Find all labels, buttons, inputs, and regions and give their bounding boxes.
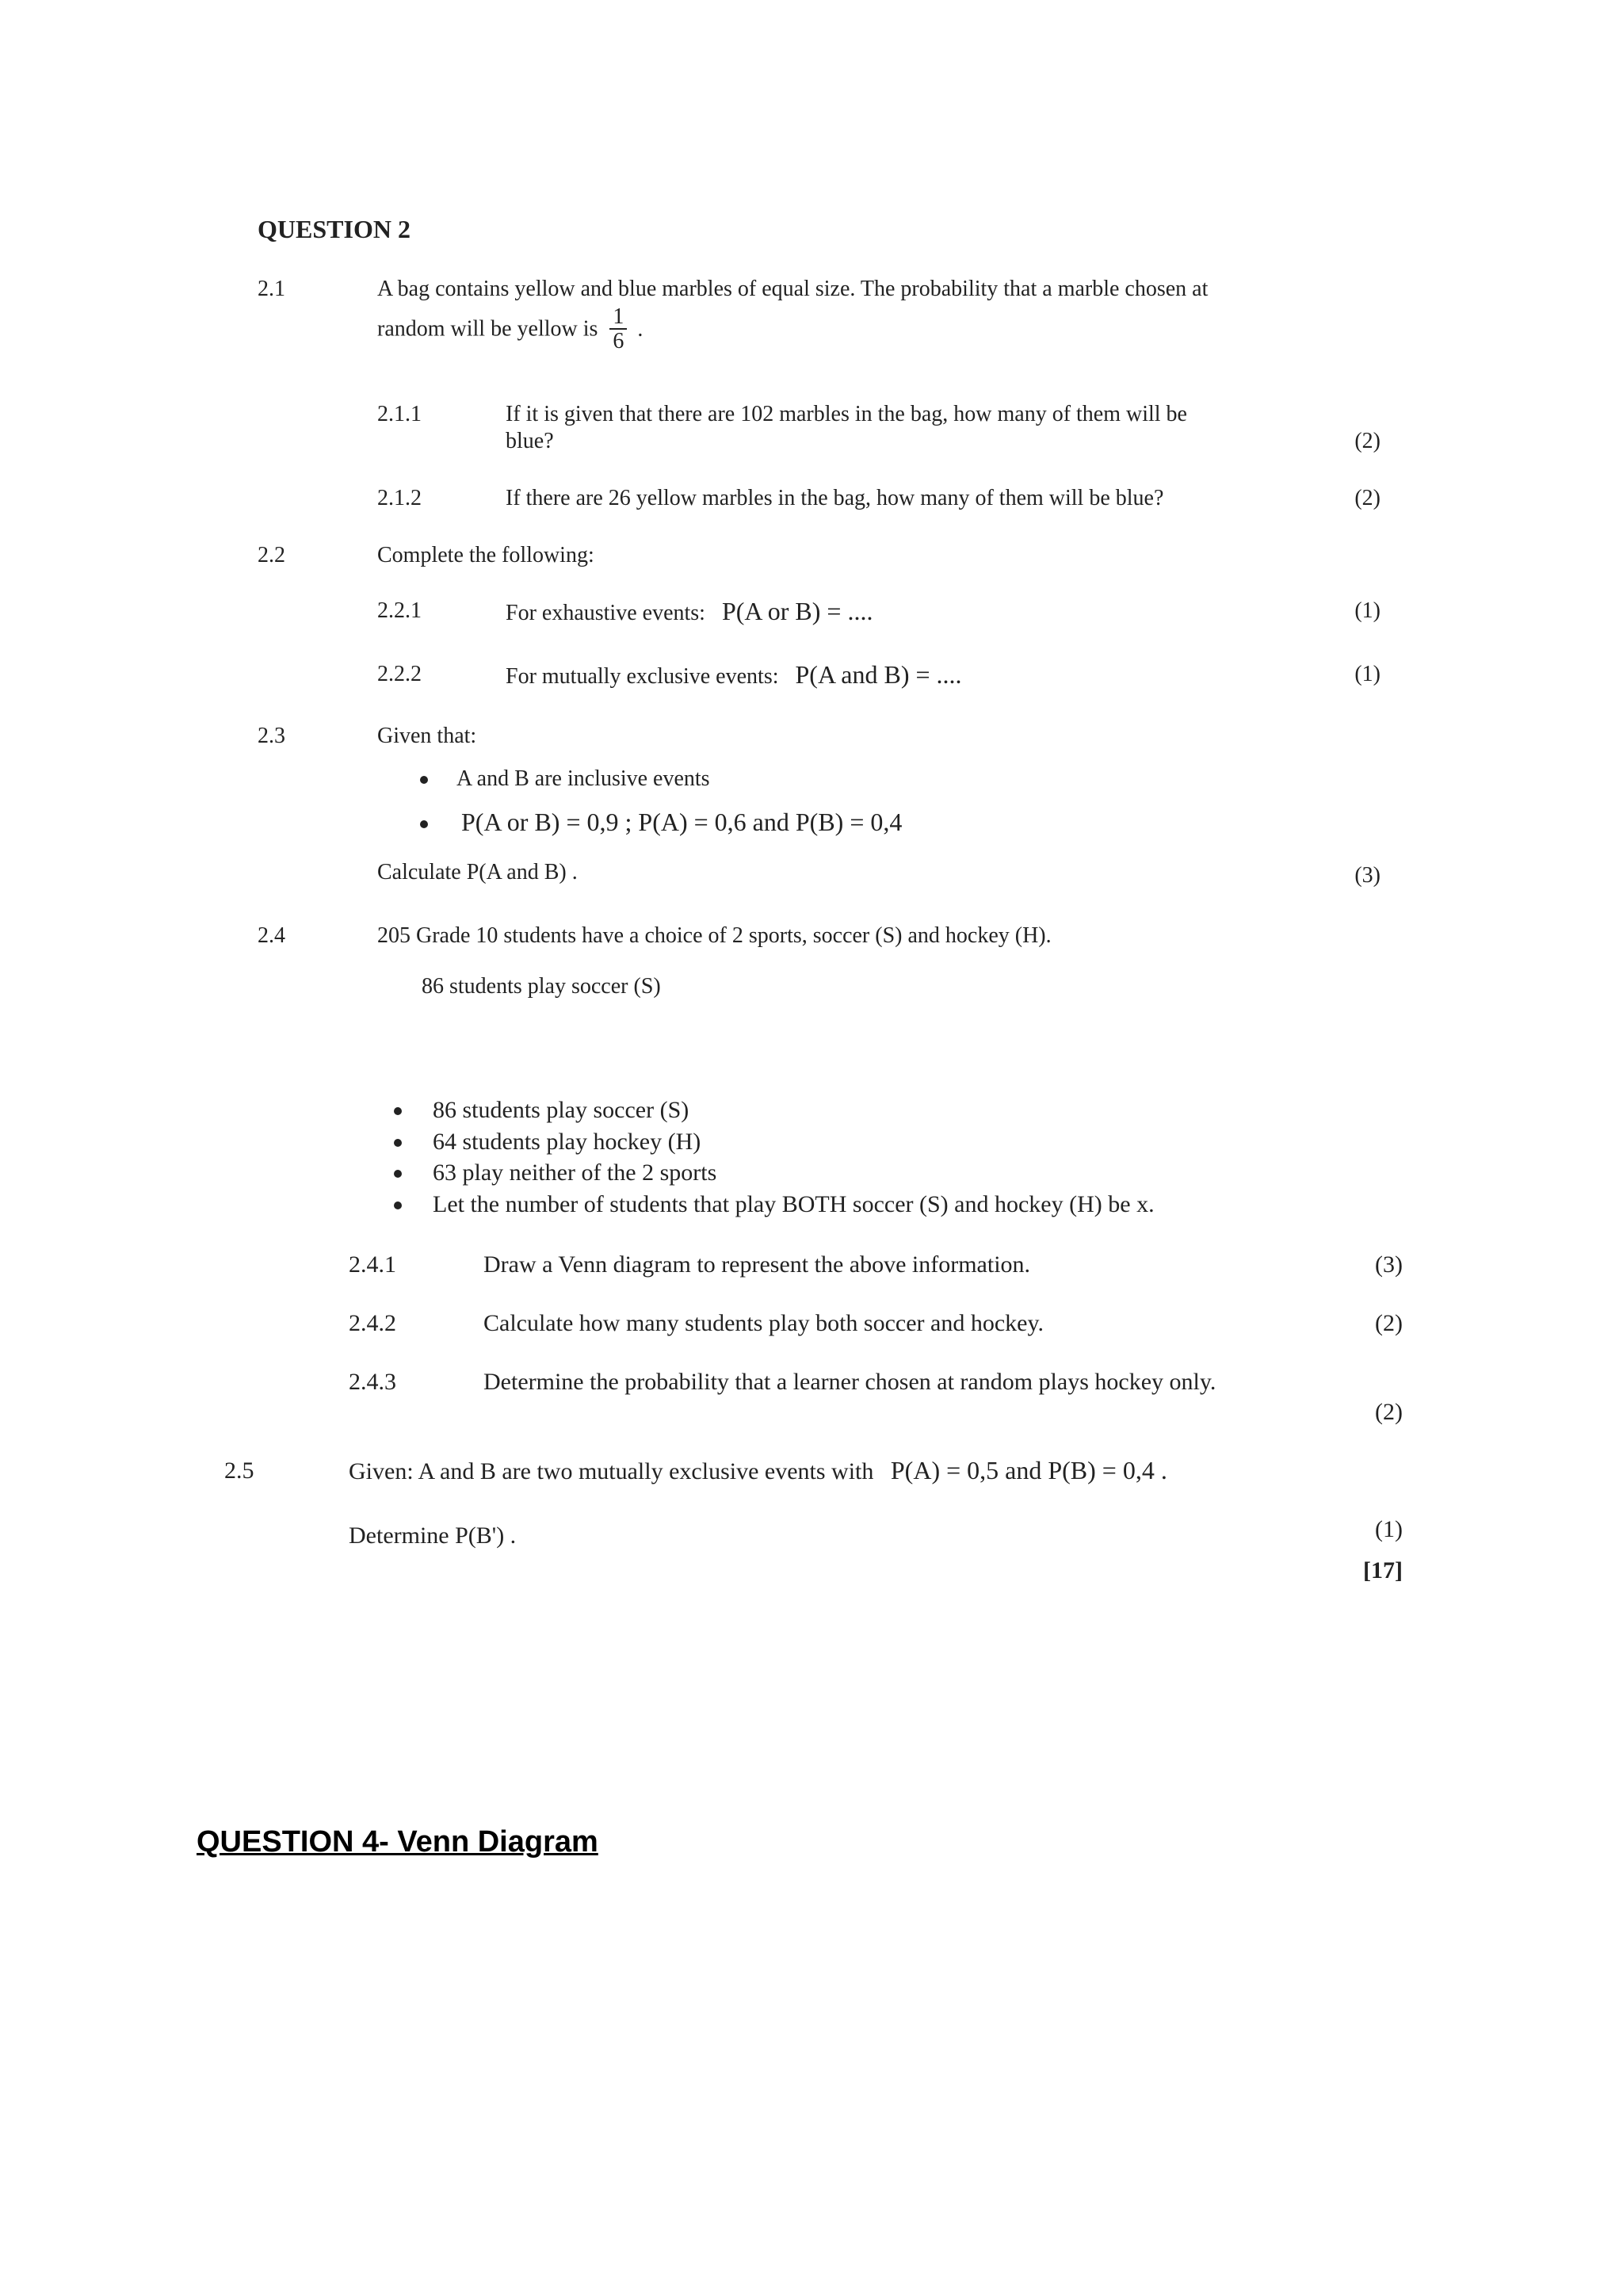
q2-2-2-line bbox=[506, 659, 962, 690]
question-4-heading: QUESTION 4- Venn Diagram bbox=[197, 1825, 598, 1859]
q2-1-number: 2.1 bbox=[258, 277, 285, 301]
cut-off-line bbox=[422, 974, 739, 999]
q2-4-bullet-neither: 63 play neither of the 2 sports bbox=[433, 1159, 717, 1186]
q2-1-1-marks: (2) bbox=[1354, 429, 1381, 453]
q2-4-bullet-soccer: 86 students play soccer (S) bbox=[433, 1097, 689, 1123]
q2-4-2-number: 2.4.2 bbox=[349, 1310, 396, 1336]
bullet-dot bbox=[394, 1201, 402, 1209]
q2-2-number: 2.2 bbox=[258, 543, 285, 567]
question-title: QUESTION 2 bbox=[258, 215, 411, 243]
q2-5-determine: Determine P(B') . bbox=[349, 1522, 517, 1549]
q2-4-1-text: Draw a Venn diagram to represent the above information. bbox=[483, 1251, 1031, 1278]
q2-1-line2-text: random will be yellow is bbox=[377, 316, 598, 342]
q2-2-1-number: 2.2.1 bbox=[377, 598, 422, 623]
q2-4-number: 2.4 bbox=[258, 923, 285, 948]
bullet-dot bbox=[420, 820, 428, 828]
fraction-numerator: 1 bbox=[609, 305, 627, 330]
bullet-dot bbox=[394, 1170, 402, 1178]
cut-off-text: 86 students play soccer (S) bbox=[422, 974, 661, 999]
q2-1-text-line2 bbox=[377, 305, 643, 353]
q2-4-1-marks: (3) bbox=[1375, 1251, 1403, 1278]
q2-1-2-text: If there are 26 yellow marbles in the bag, how many of them will be blue? bbox=[506, 486, 1164, 510]
fraction-period: . bbox=[637, 316, 643, 342]
q2-4-3-marks: (2) bbox=[1375, 1399, 1403, 1425]
q2-3-bullet2: P(A or B) = 0,9 ; P(A) = 0,6 and P(B) = 0,4 bbox=[461, 808, 903, 836]
q2-3-calc: Calculate P(A and B) . bbox=[377, 860, 578, 884]
q2-1-1-text-line2: blue? bbox=[506, 429, 554, 453]
q2-4-2-text: Calculate how many students play both soccer and hockey. bbox=[483, 1310, 1044, 1336]
q2-5-marks: (1) bbox=[1375, 1516, 1403, 1542]
q2-2-2-math: P(A and B) = .... bbox=[795, 660, 962, 689]
q2-1-text-line1: A bag contains yellow and blue marbles of equal size. The probability that a marble chosen at bbox=[377, 277, 1209, 301]
q2-1-1-number: 2.1.1 bbox=[377, 402, 422, 426]
q2-2-2-text: For mutually exclusive events: bbox=[506, 664, 779, 689]
q2-4-3-text: Determine the probability that a learner chosen at random plays hockey only. bbox=[483, 1369, 1216, 1395]
q2-5-number: 2.5 bbox=[224, 1457, 254, 1484]
q2-3-bullet1: A and B are inclusive events bbox=[456, 766, 710, 791]
q2-4-bullet-both: Let the number of students that play BOTH soccer (S) and hockey (H) be x. bbox=[433, 1191, 1155, 1217]
q2-5-math: P(A) = 0,5 and P(B) = 0,4 . bbox=[890, 1456, 1167, 1484]
q2-2-1-text: For exhaustive events: bbox=[506, 601, 705, 625]
q2-4-bullet-hockey: 64 students play hockey (H) bbox=[433, 1129, 701, 1155]
q2-1-2-marks: (2) bbox=[1354, 486, 1381, 510]
q2-2-1-line bbox=[506, 596, 873, 627]
q2-5-given-line bbox=[349, 1455, 1167, 1486]
q2-4-1-number: 2.4.1 bbox=[349, 1251, 396, 1278]
q2-2-2-marks: (1) bbox=[1354, 662, 1381, 686]
one-sixth-fraction bbox=[609, 305, 627, 353]
q2-4-2-marks: (2) bbox=[1375, 1310, 1403, 1336]
bullet-dot bbox=[394, 1107, 402, 1115]
bullet-dot bbox=[420, 776, 428, 784]
q2-2-1-marks: (1) bbox=[1354, 598, 1381, 623]
q2-1-2-number: 2.1.2 bbox=[377, 486, 422, 510]
q2-4-text: 205 Grade 10 students have a choice of 2 sports, soccer (S) and hockey (H). bbox=[377, 923, 1052, 948]
bullet-dot bbox=[394, 1139, 402, 1147]
fraction-denominator: 6 bbox=[613, 329, 624, 354]
q2-2-1-math: P(A or B) = .... bbox=[721, 597, 873, 625]
q2-3-number: 2.3 bbox=[258, 724, 285, 748]
question-total: [17] bbox=[1363, 1557, 1403, 1584]
q2-1-1-text-line1: If it is given that there are 102 marbles in the bag, how many of them will be bbox=[506, 402, 1187, 426]
q2-3-marks: (3) bbox=[1354, 863, 1381, 888]
q2-4-3-number: 2.4.3 bbox=[349, 1369, 396, 1395]
q2-5-given-text: Given: A and B are two mutually exclusive events with bbox=[349, 1458, 874, 1484]
q2-2-2-number: 2.2.2 bbox=[377, 662, 422, 686]
q2-2-text: Complete the following: bbox=[377, 543, 594, 567]
q2-3-text: Given that: bbox=[377, 724, 477, 748]
